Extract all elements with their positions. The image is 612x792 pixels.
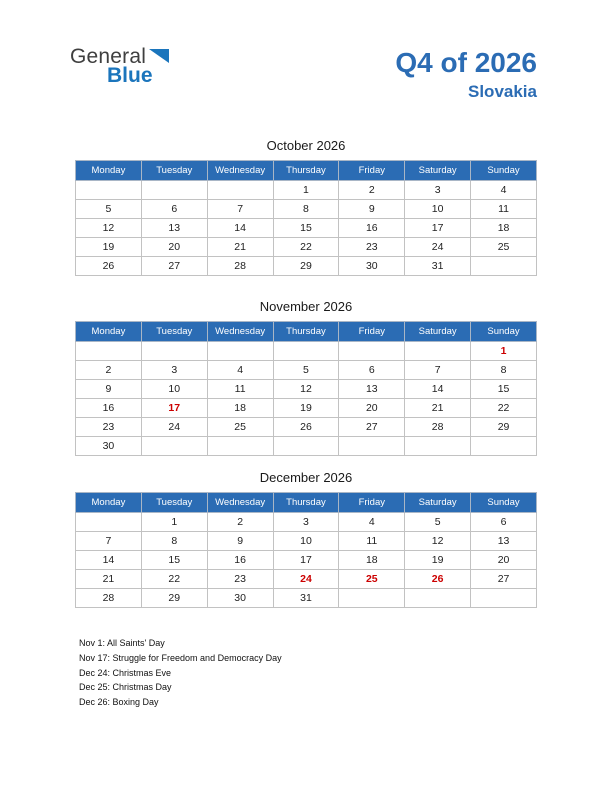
day-cell: 9 [76,380,142,399]
day-cell: 13 [471,532,537,551]
weekday-header: Wednesday [207,322,273,342]
day-cell: 9 [339,200,405,219]
empty-cell [207,181,273,200]
day-cell: 22 [273,238,339,257]
week-row [76,437,537,456]
weekday-header: Sunday [471,161,537,181]
day-cell: 19 [76,238,142,257]
day-cell: 26 [405,570,471,589]
day-cell: 11 [471,200,537,219]
day-cell: 9 [207,532,273,551]
day-cell: 15 [273,219,339,238]
empty-cell [339,437,405,456]
weekday-header: Sunday [471,493,537,513]
day-cell: 26 [76,257,142,276]
month-title: December 2026 [259,470,353,485]
day-cell: 14 [76,551,142,570]
day-cell: 8 [141,532,207,551]
weekday-header: Saturday [405,322,471,342]
weekday-header: Monday [76,161,142,181]
holiday-item: Dec 25: Christmas Day [79,682,172,693]
empty-cell [405,589,471,608]
day-cell: 10 [405,200,471,219]
day-cell: 7 [207,200,273,219]
day-cell: 16 [207,551,273,570]
day-cell: 17 [273,551,339,570]
week-row [76,342,537,361]
day-cell: 3 [405,181,471,200]
day-cell: 10 [273,532,339,551]
empty-cell [405,342,471,361]
day-cell: 17 [141,399,207,418]
day-cell: 12 [273,380,339,399]
week-row [76,361,537,380]
holiday-list [79,638,537,708]
month-november-2026 [75,299,537,456]
holiday-item: Dec 26: Boxing Day [79,697,159,708]
day-cell: 22 [141,570,207,589]
empty-cell [405,437,471,456]
empty-cell [207,342,273,361]
day-cell: 20 [141,238,207,257]
day-cell: 4 [339,513,405,532]
day-cell: 4 [207,361,273,380]
day-cell: 20 [339,399,405,418]
week-row [76,238,537,257]
weekday-header: Saturday [405,161,471,181]
empty-cell [76,342,142,361]
general-blue-logo [70,46,169,86]
day-cell: 31 [405,257,471,276]
day-cell: 26 [273,418,339,437]
empty-cell [141,437,207,456]
logo-text-general: General [70,45,147,68]
weekday-header: Monday [76,493,142,513]
day-cell: 15 [471,380,537,399]
holiday-item: Dec 24: Christmas Eve [79,667,172,678]
day-cell: 25 [471,238,537,257]
day-cell: 21 [405,399,471,418]
day-cell: 30 [207,589,273,608]
day-cell: 17 [405,219,471,238]
day-cell: 28 [405,418,471,437]
holiday-item: Nov 1: All Saints' Day [79,638,165,648]
day-cell: 15 [141,551,207,570]
day-cell: 30 [339,257,405,276]
weekday-header: Saturday [405,493,471,513]
day-cell: 3 [273,513,339,532]
day-cell: 25 [339,570,405,589]
day-cell: 18 [471,219,537,238]
day-cell: 21 [207,238,273,257]
day-cell: 11 [207,380,273,399]
empty-cell [471,437,537,456]
weekday-header: Tuesday [141,161,207,181]
day-cell: 19 [273,399,339,418]
empty-cell [471,589,537,608]
weekday-header: Wednesday [207,493,273,513]
week-row [76,257,537,276]
day-cell: 13 [141,219,207,238]
day-cell: 1 [141,513,207,532]
day-cell: 27 [471,570,537,589]
week-row [76,219,537,238]
country-subtitle: Slovakia [468,82,537,102]
day-cell: 8 [471,361,537,380]
week-row [76,181,537,200]
day-cell: 12 [405,532,471,551]
empty-cell [273,437,339,456]
weekday-header: Thursday [273,161,339,181]
empty-cell [141,181,207,200]
month-table [75,321,537,456]
day-cell: 18 [339,551,405,570]
weekday-header: Friday [339,161,405,181]
quarter-title: Q4 of 2026 [395,47,537,78]
day-cell: 6 [141,200,207,219]
day-cell: 11 [339,532,405,551]
day-cell: 27 [339,418,405,437]
day-cell: 24 [273,570,339,589]
day-cell: 14 [405,380,471,399]
day-cell: 2 [76,361,142,380]
day-cell: 23 [76,418,142,437]
empty-cell [141,342,207,361]
day-cell: 24 [141,418,207,437]
holiday-item: Nov 17: Struggle for Freedom and Democracy Day [79,652,282,663]
day-cell: 1 [471,342,537,361]
day-cell: 12 [76,219,142,238]
day-cell: 7 [405,361,471,380]
weekday-header: Tuesday [141,322,207,342]
day-cell: 29 [273,257,339,276]
empty-cell [76,513,142,532]
day-cell: 4 [471,181,537,200]
weekday-header: Thursday [273,493,339,513]
month-december-2026 [75,470,537,608]
day-cell: 18 [207,399,273,418]
day-cell: 20 [471,551,537,570]
empty-cell [339,342,405,361]
day-cell: 29 [471,418,537,437]
day-cell: 28 [76,589,142,608]
day-cell: 24 [405,238,471,257]
day-cell: 16 [339,219,405,238]
empty-cell [471,257,537,276]
weekday-header: Monday [76,322,142,342]
week-row [76,200,537,219]
month-title: November 2026 [259,299,353,314]
weekday-header: Thursday [273,322,339,342]
week-row [76,418,537,437]
weekday-header-row [76,161,537,181]
weekday-header: Friday [339,322,405,342]
day-cell: 3 [141,361,207,380]
empty-cell [76,181,142,200]
weekday-header: Sunday [471,322,537,342]
logo-text-blue: Blue [107,64,153,87]
month-title: October 2026 [266,138,346,153]
week-row [76,399,537,418]
weekday-header: Friday [339,493,405,513]
day-cell: 23 [339,238,405,257]
day-cell: 5 [405,513,471,532]
day-cell: 5 [273,361,339,380]
day-cell: 29 [141,589,207,608]
day-cell: 6 [471,513,537,532]
month-table [75,492,537,608]
week-row [76,570,537,589]
week-row [76,380,537,399]
empty-cell [339,589,405,608]
day-cell: 21 [76,570,142,589]
day-cell: 22 [471,399,537,418]
page-header [395,48,537,102]
day-cell: 27 [141,257,207,276]
day-cell: 19 [405,551,471,570]
weekday-header-row [76,493,537,513]
day-cell: 13 [339,380,405,399]
weekday-header: Wednesday [207,161,273,181]
week-row [76,589,537,608]
day-cell: 1 [273,181,339,200]
empty-cell [273,342,339,361]
day-cell: 14 [207,219,273,238]
week-row [76,513,537,532]
day-cell: 8 [273,200,339,219]
month-october-2026 [75,138,537,276]
day-cell: 30 [76,437,142,456]
day-cell: 25 [207,418,273,437]
day-cell: 2 [339,181,405,200]
day-cell: 2 [207,513,273,532]
day-cell: 6 [339,361,405,380]
weekday-header: Tuesday [141,493,207,513]
day-cell: 7 [76,532,142,551]
day-cell: 10 [141,380,207,399]
week-row [76,532,537,551]
weekday-header-row [76,322,537,342]
week-row [76,551,537,570]
day-cell: 31 [273,589,339,608]
day-cell: 23 [207,570,273,589]
day-cell: 16 [76,399,142,418]
month-table [75,160,537,276]
day-cell: 28 [207,257,273,276]
empty-cell [207,437,273,456]
calendars [75,138,537,712]
day-cell: 5 [76,200,142,219]
